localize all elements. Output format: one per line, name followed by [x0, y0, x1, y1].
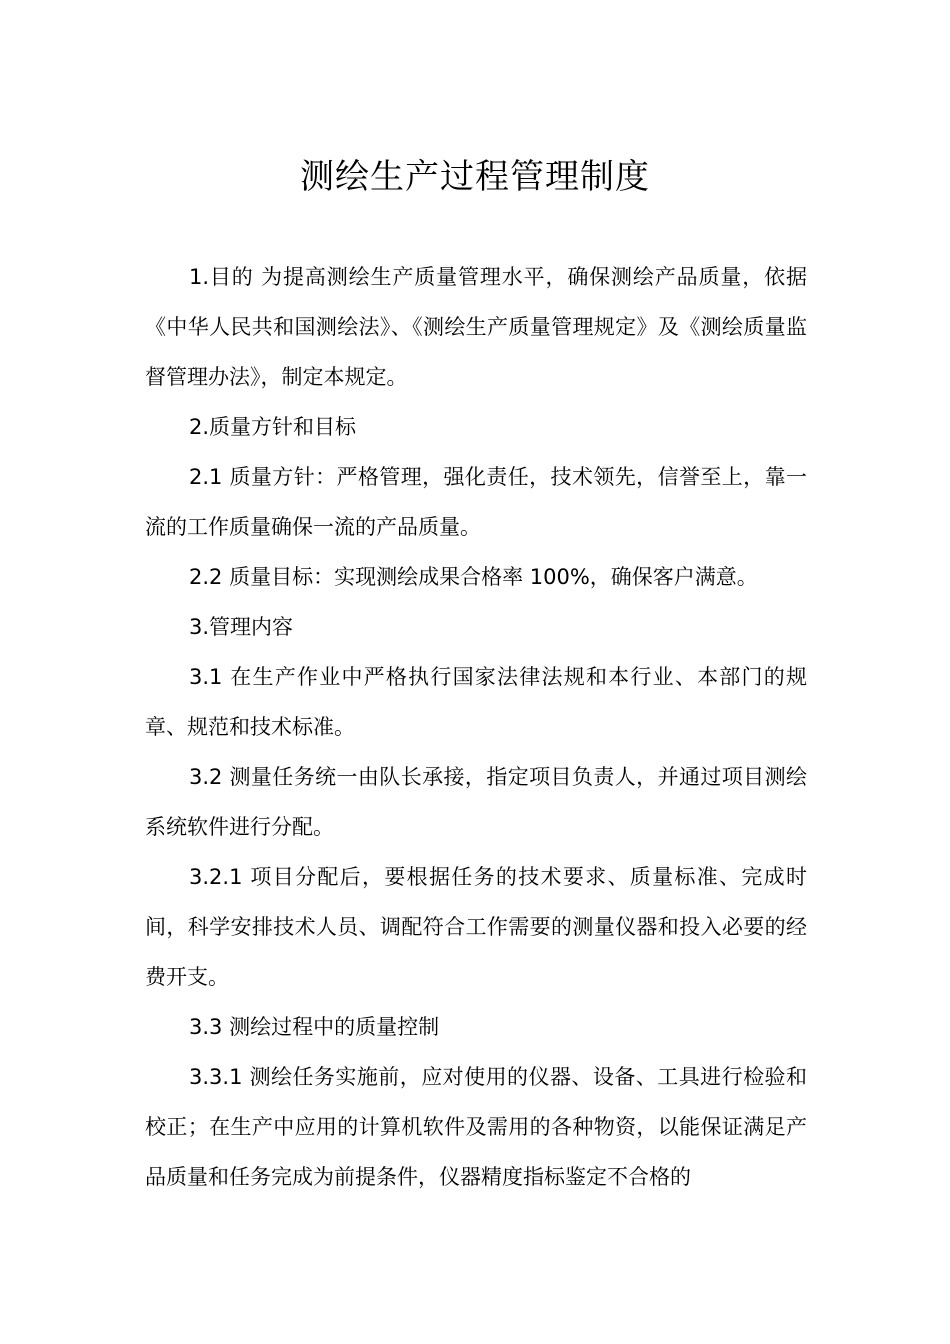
- paragraph-3-3-heading: 3.3 测绘过程中的质量控制: [189, 1015, 440, 1039]
- document-title: 测绘生产过程管理制度: [300, 157, 650, 197]
- document-body: [145, 252, 807, 1202]
- paragraph-management-heading: 3.管理内容: [189, 615, 294, 639]
- paragraph-quality-goal: 2.2 质量目标：实现测绘成果合格率 100%，确保客户满意。: [189, 565, 758, 589]
- paragraph-quality-policy: 2.1 质量方针：严格管理，强化责任，技术领先，信誉至上，靠一流的工作质量确保一流的产品质量。: [145, 465, 807, 539]
- paragraph-3-2: 3.2 测量任务统一由队长承接，指定项目负责人，并通过项目测绘系统软件进行分配。: [145, 765, 807, 839]
- paragraph-3-3-1: 3.3.1 测绘任务实施前，应对使用的仪器、设备、工具进行检验和校正；在生产中应用的计算机软件及需用的各种物资，以能保证满足产品质量和任务完成为前提条件，仪器精度指标鉴定不合格的: [145, 1065, 807, 1189]
- paragraph-3-1: 3.1 在生产作业中严格执行国家法律法规和本行业、本部门的规章、规范和技术标准。: [145, 665, 807, 739]
- paragraph-3-2-1: 3.2.1 项目分配后，要根据任务的技术要求、质量标准、完成时间，科学安排技术人员、调配符合工作需要的测量仪器和投入必要的经费开支。: [145, 865, 807, 989]
- paragraph-purpose: 1.目的 为提高测绘生产质量管理水平，确保测绘产品质量，依据《中华人民共和国测绘法》、《测绘生产质量管理规定》及《测绘质量监督管理办法》，制定本规定。: [145, 265, 807, 389]
- paragraph-quality-policy-heading: 2.质量方针和目标: [189, 415, 357, 439]
